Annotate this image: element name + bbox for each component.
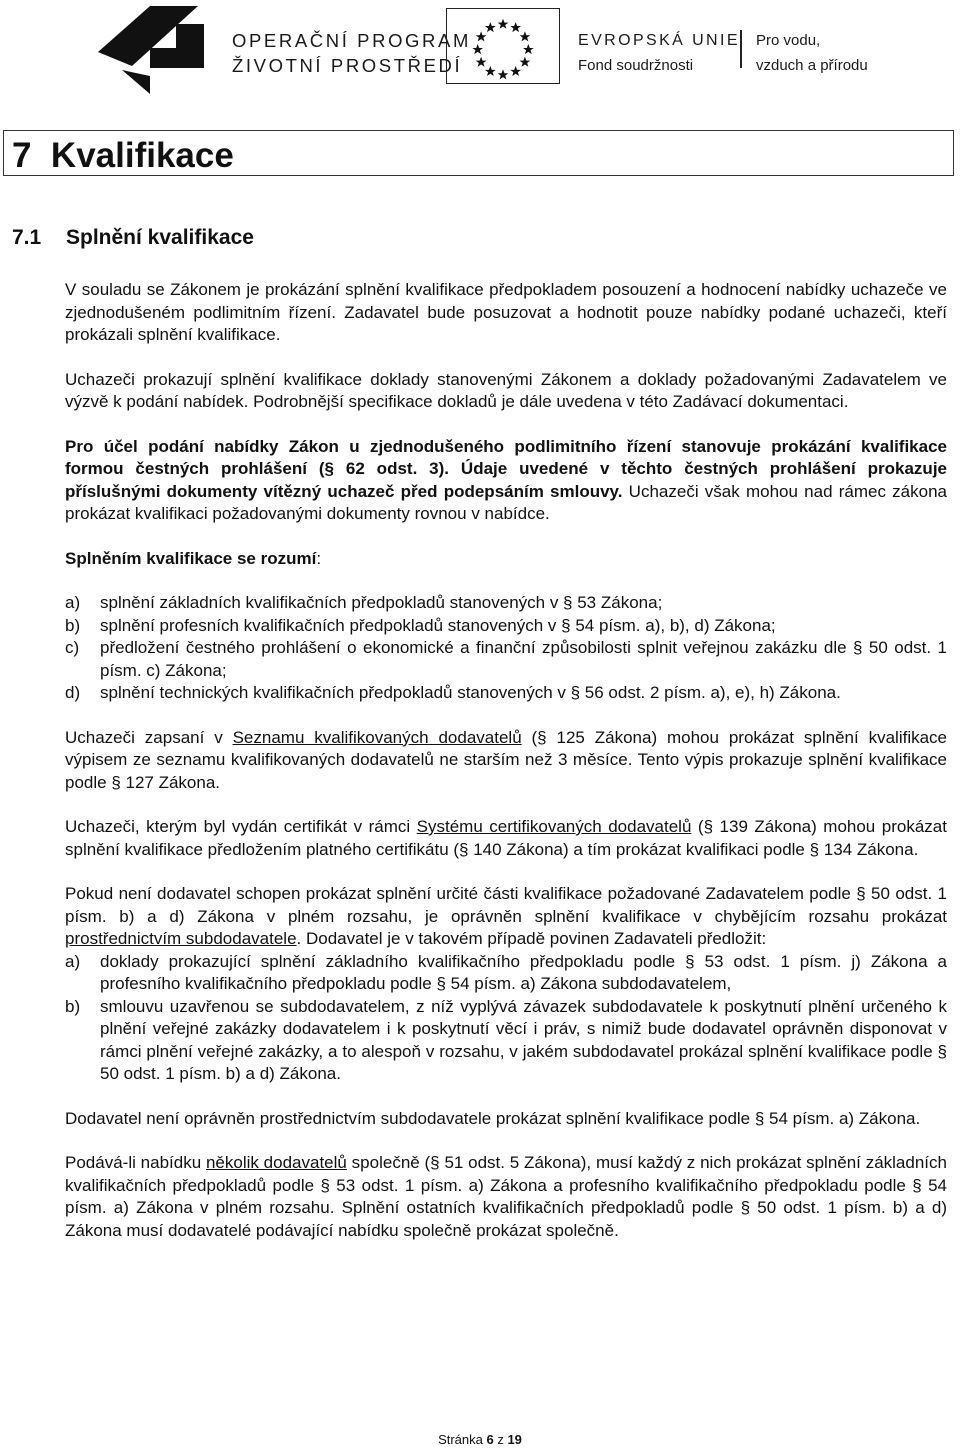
section-title (12, 224, 254, 252)
paragraph-7-text-a: Pokud není dodavatel schopen prokázat splnění určité části kvalifikace požadované Zadavatelem podle § 50 odst. 1 písm. b) a d) Zákona v plném rozsahu, je oprávněn splnění kvalifikace v chybějícím rozsahu prokázat (65, 884, 947, 926)
paragraph-5 (65, 727, 947, 795)
header-divider (740, 30, 742, 68)
paragraph-5-text-b: (§ 125 Zákona) mohou prokázat splnění kvalifikace výpisem ze seznamu kvalifikovaných dodavatelů ne starším než 3 měsíce. Tento výpis prokazuje splnění kvalifikace podle § 127 Zákona. (65, 727, 948, 792)
list-text: splnění základních kvalifikačních předpokladů stanovených v § 53 Zákona; (100, 593, 663, 612)
list-item (65, 637, 947, 682)
paragraph-6 (65, 816, 947, 861)
list-label: a) (65, 951, 81, 971)
paragraph-2: Uchazeči prokazují splnění kvalifikace doklady stanovenými Zákonem a doklady požadovanými Zadavatelem ve výzvě k podání nabídek. Podrobnější specifikace dokladů je dále uvedena v této Zadávací dokumentaci. (65, 369, 947, 411)
chapter-title: 7 Kvalifikace (12, 136, 234, 175)
list-text: splnění profesních kvalifikačních předpokladů stanovených v § 54 písm. a), b), d) Zákona; (100, 615, 776, 635)
list-text: doklady prokazující splnění základního kvalifikačního předpokladu podle § 53 odst. 1 písm. j) Zákona a profesního kvalifikačního předpokladu podle § 54 písm. a) Zákona subdodavatelem, (100, 951, 947, 993)
list-label: c) (65, 638, 80, 657)
list-label: d) (65, 683, 81, 702)
list-text: smlouvu uzavřenou se subdodavatelem, z níž vyplývá závazek subdodavatele k poskytnutí plnění určeného k plnění veřejné zakázky dodavatelem i k poskytnutí věcí i práv, s nimiž bude dodavatel oprávněn disponovat v rámci plnění veřejné zakázky, a to alespoň v rozsahu, v jakém subdodavatel prokázal splnění kvalifikace podle § 50 odst. 1 písm. b) a d) Zákona. (100, 996, 947, 1083)
list-item (65, 682, 947, 705)
footer-prefix: Stránka (438, 1432, 487, 1447)
paragraph-3-rest: Uchazeči však mohou nad rámec zákona prokázat kvalifikaci požadovanými dokumenty rovnou v nabídce. (65, 481, 947, 523)
eu-fund-text (578, 28, 740, 78)
paragraph-4-colon: : (316, 548, 322, 568)
program-name (232, 28, 471, 78)
eu-line-1: EVROPSKÁ UNIE (578, 32, 740, 49)
list-item (65, 951, 947, 996)
program-line-1: OPERAČNÍ PROGRAM (232, 30, 471, 51)
document-body (65, 279, 947, 1264)
subdodavatel-link[interactable]: prostřednictvím subdodavatele (65, 929, 297, 948)
eu-line-2: Fond soudržnosti (578, 57, 694, 74)
paragraph-1: V souladu se Zákonem je prokázání splnění kvalifikace předpokladem posouzení a hodnocení nabídky uchazeče ve zjednodušeném podlimitním řízení. Zadavatel bude posuzovat a hodnotit pouze nabídky podané uchazeči, kteří prokázali splnění kvalifikace. (65, 280, 947, 344)
list-label: b) (65, 615, 81, 635)
nekolik-dodavatelu-link[interactable]: několik dodavatelů (205, 1153, 347, 1172)
page-header (0, 0, 960, 100)
paragraph-4-bold: Splněním kvalifikace se rozumí (65, 548, 317, 568)
system-certifikovanych-link[interactable]: Systému certifikovaných dodavatelů (416, 817, 692, 836)
paragraph-9-text-a: Podává-li nabídku (65, 1153, 206, 1172)
paragraph-6-text-a: Uchazeči, kterým byl vydán certifikát v rámci (65, 817, 417, 836)
eu-flag-icon (446, 8, 560, 84)
page-footer (0, 1432, 960, 1448)
seznam-kvalifikovanych-link[interactable]: Seznamu kvalifikovaných dodavatelů (232, 727, 522, 747)
list-text: splnění technických kvalifikačních předpokladů stanovených v § 56 odst. 2 písm. a), e), h) Zákona. (100, 683, 841, 702)
list-item (65, 996, 947, 1086)
list-item (65, 615, 947, 638)
paragraph-4 (65, 548, 947, 571)
list-label: a) (65, 593, 81, 612)
motto-line-2: vzduch a přírodu (756, 57, 868, 74)
list-item (65, 592, 947, 615)
qualification-list (65, 592, 947, 705)
section-number: 7.1 (12, 226, 42, 249)
paragraph-8: Dodavatel není oprávněn prostřednictvím subdodavatele prokázat splnění kvalifikace podle § 54 písm. a) Zákona. (65, 1108, 921, 1128)
section-title-text: Splnění kvalifikace (66, 226, 254, 249)
footer-middle: z (493, 1432, 508, 1447)
paragraph-7 (65, 883, 947, 951)
paragraph-3-bold: Pro účel podání nabídky Zákon u zjednodušeného podlimitního řízení stanovuje prokázání kvalifikace formou čestných prohlášení (§ 62 odst. 3). Údaje uvedené v těchto čestných prohlášení prokazuje příslušnými dokumenty vítězný uchazeč před podepsáním smlouvy. (65, 436, 947, 501)
paragraph-9 (65, 1152, 947, 1242)
subcontractor-list (65, 951, 947, 1086)
paragraph-7-text-b: . Dodavatel je v takovém případě povinen Zadavateli předložit: (296, 929, 767, 948)
paragraph-3 (65, 436, 947, 526)
motto-line-1: Pro vodu, (756, 32, 821, 49)
paragraph-9-text-b: společně (§ 51 odst. 5 Zákona), musí každý z nich prokázat splnění základních kvalifikačních předpokladů podle § 53 odst. 1 písm. a) Zákona a profesního kvalifikačního předpokladu podle § 54 písm. a) Zákona v plném rozsahu. Splnění ostatních kvalifikačních předpokladů podle § 50 odst. 1 písm. b) a d) Zákona musí dodavatelé podávající nabídku společně prokázat společně. (65, 1153, 947, 1240)
page-total: 19 (507, 1432, 522, 1447)
motto (756, 28, 868, 78)
list-text: předložení čestného prohlášení o ekonomické a finanční způsobilosti splnit veřejnou zakázku dle § 50 odst. 1 písm. c) Zákona; (100, 638, 947, 680)
list-label: b) (65, 996, 81, 1016)
opzp-logo-icon (92, 6, 212, 94)
paragraph-5-text-a: Uchazeči zapsaní v (65, 727, 233, 747)
program-line-2: ŽIVOTNÍ PROSTŘEDÍ (232, 55, 463, 76)
paragraph-6-text-b: (§ 139 Zákona) mohou prokázat splnění kvalifikace předložením platného certifikátu (§ 140 Zákona) a tím prokázat kvalifikaci podle § 134 Zákona. (65, 817, 947, 859)
page-current: 6 (486, 1432, 494, 1447)
